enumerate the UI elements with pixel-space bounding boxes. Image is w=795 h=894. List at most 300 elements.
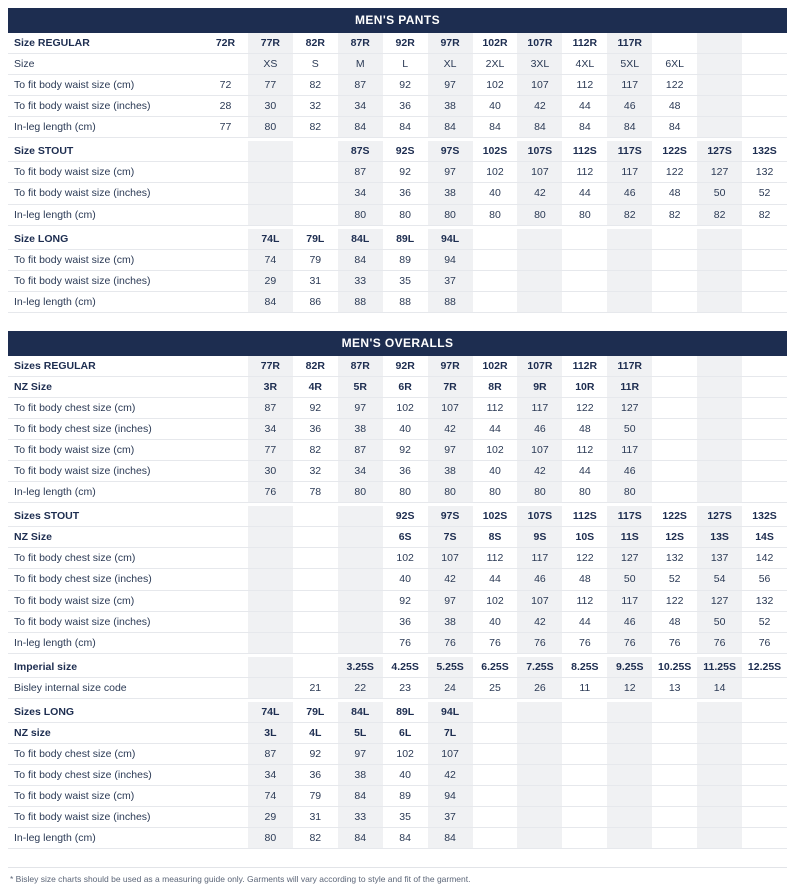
data-cell	[652, 828, 697, 849]
column-header-cell	[517, 702, 562, 723]
data-cell	[203, 743, 248, 764]
data-cell: 37	[428, 270, 473, 291]
data-cell: 12	[607, 677, 652, 698]
column-header-cell	[697, 229, 742, 250]
data-cell	[203, 440, 248, 461]
data-cell: 38	[338, 765, 383, 786]
data-cell: 87	[248, 397, 293, 418]
column-header-cell	[742, 229, 787, 250]
table-row	[8, 677, 787, 698]
data-cell: 2XL	[473, 54, 518, 75]
data-cell: 44	[562, 183, 607, 204]
data-cell	[562, 828, 607, 849]
column-header-cell	[293, 141, 338, 162]
column-header-cell: 127S	[697, 141, 742, 162]
data-cell: 35	[383, 270, 428, 291]
data-cell	[248, 569, 293, 590]
data-cell	[697, 807, 742, 828]
data-cell	[697, 54, 742, 75]
data-cell	[652, 765, 697, 786]
data-cell: 6XL	[652, 54, 697, 75]
data-cell: 84	[383, 828, 428, 849]
data-cell: 88	[383, 291, 428, 312]
data-cell: 34	[338, 183, 383, 204]
data-cell: 78	[293, 482, 338, 503]
data-cell: 86	[293, 291, 338, 312]
data-cell	[473, 722, 518, 743]
column-header-cell	[473, 229, 518, 250]
data-cell: 92	[383, 440, 428, 461]
data-cell: 5R	[338, 376, 383, 397]
data-cell: 46	[607, 461, 652, 482]
data-cell: 84	[338, 828, 383, 849]
data-cell: 102	[383, 548, 428, 569]
column-header-cell	[742, 33, 787, 54]
data-cell: 117	[607, 162, 652, 183]
data-cell: 76	[517, 632, 562, 653]
data-cell: 9R	[517, 376, 562, 397]
mens-overalls-block	[8, 331, 787, 849]
data-cell	[562, 743, 607, 764]
data-cell: 9S	[517, 527, 562, 548]
row-label: To fit body chest size (inches)	[8, 765, 203, 786]
data-cell: 107	[428, 397, 473, 418]
data-cell: 77	[248, 75, 293, 96]
row-label: In-leg length (cm)	[8, 632, 203, 653]
column-header-cell: 112R	[562, 356, 607, 377]
data-cell: 40	[473, 461, 518, 482]
row-label: NZ Size	[8, 527, 203, 548]
row-label: To fit body chest size (cm)	[8, 743, 203, 764]
data-cell	[338, 611, 383, 632]
data-cell: 80	[607, 482, 652, 503]
data-cell: 37	[428, 807, 473, 828]
data-cell: 82	[607, 204, 652, 225]
data-cell: XS	[248, 54, 293, 75]
data-cell: 40	[473, 183, 518, 204]
column-header-cell	[742, 356, 787, 377]
data-cell: 44	[473, 569, 518, 590]
column-header-cell: 7.25S	[517, 657, 562, 678]
data-cell: 117	[607, 590, 652, 611]
column-header-cell	[652, 229, 697, 250]
column-header-cell	[203, 141, 248, 162]
data-cell	[652, 482, 697, 503]
column-header-cell: 77R	[248, 33, 293, 54]
table-row	[8, 204, 787, 225]
column-header-cell: 5.25S	[428, 657, 473, 678]
mens-overalls-table	[8, 356, 787, 849]
table-row	[8, 527, 787, 548]
section-header-row	[8, 702, 787, 723]
data-cell: 87	[338, 440, 383, 461]
data-cell: 12S	[652, 527, 697, 548]
data-cell: 76	[428, 632, 473, 653]
data-cell	[203, 249, 248, 270]
data-cell	[697, 482, 742, 503]
data-cell: 36	[383, 183, 428, 204]
table-row	[8, 548, 787, 569]
data-cell: 82	[293, 828, 338, 849]
data-cell: 97	[338, 397, 383, 418]
data-cell	[562, 270, 607, 291]
data-cell	[203, 291, 248, 312]
column-header-cell: 87R	[338, 33, 383, 54]
data-cell: 40	[473, 611, 518, 632]
data-cell: 50	[607, 569, 652, 590]
data-cell	[607, 828, 652, 849]
column-header-cell: 84L	[338, 229, 383, 250]
data-cell: 34	[248, 765, 293, 786]
data-cell	[562, 249, 607, 270]
data-cell: 3XL	[517, 54, 562, 75]
column-header-cell	[293, 657, 338, 678]
data-cell: S	[293, 54, 338, 75]
column-header-cell: 122S	[652, 141, 697, 162]
column-header-cell: 117S	[607, 506, 652, 527]
data-cell: 89	[383, 249, 428, 270]
data-cell	[293, 611, 338, 632]
table-row	[8, 376, 787, 397]
column-header-cell: 102R	[473, 356, 518, 377]
column-header-cell	[652, 33, 697, 54]
table-row	[8, 786, 787, 807]
data-cell	[338, 590, 383, 611]
column-header-cell: 117R	[607, 356, 652, 377]
data-cell: 84	[338, 786, 383, 807]
data-cell: 102	[473, 75, 518, 96]
data-cell: 122	[652, 590, 697, 611]
data-cell: 10R	[562, 376, 607, 397]
data-cell	[697, 419, 742, 440]
data-cell: 36	[293, 765, 338, 786]
data-cell: 84	[428, 117, 473, 138]
data-cell	[697, 75, 742, 96]
data-cell	[742, 743, 787, 764]
data-cell	[607, 786, 652, 807]
data-cell: 82	[293, 440, 338, 461]
data-cell: 92	[293, 397, 338, 418]
data-cell: 11	[562, 677, 607, 698]
data-cell	[742, 419, 787, 440]
data-cell: 14S	[742, 527, 787, 548]
column-header-cell: 117S	[607, 141, 652, 162]
data-cell	[338, 632, 383, 653]
data-cell: 33	[338, 270, 383, 291]
data-cell	[652, 807, 697, 828]
column-header-cell: 92S	[383, 141, 428, 162]
column-header-cell: 92S	[383, 506, 428, 527]
data-cell: 76	[652, 632, 697, 653]
data-cell: 4L	[293, 722, 338, 743]
column-header-cell	[562, 229, 607, 250]
data-cell: 84	[473, 117, 518, 138]
data-cell: 50	[607, 419, 652, 440]
data-cell: 79	[293, 249, 338, 270]
data-cell	[203, 54, 248, 75]
data-cell: 80	[562, 482, 607, 503]
data-cell: 56	[742, 569, 787, 590]
data-cell	[562, 291, 607, 312]
data-cell	[517, 743, 562, 764]
data-cell	[652, 743, 697, 764]
data-cell	[248, 632, 293, 653]
data-cell: 34	[338, 96, 383, 117]
data-cell: 142	[742, 548, 787, 569]
row-label: To fit body waist size (cm)	[8, 75, 203, 96]
data-cell: 112	[562, 590, 607, 611]
table-row	[8, 482, 787, 503]
data-cell: 14	[697, 677, 742, 698]
data-cell: 79	[293, 786, 338, 807]
table-row	[8, 117, 787, 138]
data-cell	[697, 786, 742, 807]
row-label: To fit body waist size (inches)	[8, 270, 203, 291]
data-cell: 97	[428, 75, 473, 96]
data-cell	[517, 291, 562, 312]
data-cell: 31	[293, 807, 338, 828]
data-cell: 11R	[607, 376, 652, 397]
column-header-cell: 87R	[338, 356, 383, 377]
data-cell: 34	[338, 461, 383, 482]
data-cell: 50	[697, 183, 742, 204]
data-cell: 52	[742, 183, 787, 204]
row-label: To fit body chest size (cm)	[8, 548, 203, 569]
data-cell: 77	[203, 117, 248, 138]
data-cell	[742, 376, 787, 397]
data-cell: 84	[338, 117, 383, 138]
data-cell: 48	[652, 611, 697, 632]
data-cell: 80	[473, 482, 518, 503]
data-cell: 122	[652, 75, 697, 96]
data-cell	[742, 75, 787, 96]
data-cell: 46	[517, 419, 562, 440]
data-cell: 42	[517, 611, 562, 632]
data-cell: 84	[652, 117, 697, 138]
data-cell	[517, 249, 562, 270]
data-cell	[742, 677, 787, 698]
data-cell	[203, 397, 248, 418]
row-label: In-leg length (cm)	[8, 117, 203, 138]
table-row	[8, 807, 787, 828]
mens-pants-title: MEN'S PANTS	[8, 8, 787, 33]
data-cell: 52	[652, 569, 697, 590]
data-cell: 38	[428, 96, 473, 117]
data-cell: 48	[562, 419, 607, 440]
row-label: To fit body waist size (inches)	[8, 461, 203, 482]
data-cell: 92	[383, 162, 428, 183]
section-header-row	[8, 229, 787, 250]
column-header-cell	[652, 356, 697, 377]
data-cell	[517, 765, 562, 786]
table-row	[8, 440, 787, 461]
data-cell	[652, 249, 697, 270]
data-cell	[697, 291, 742, 312]
data-cell: 72	[203, 75, 248, 96]
table-row	[8, 632, 787, 653]
data-cell: 76	[697, 632, 742, 653]
row-label: To fit body waist size (cm)	[8, 249, 203, 270]
data-cell	[203, 204, 248, 225]
column-header-cell: 72R	[203, 33, 248, 54]
column-header-cell: 82R	[293, 356, 338, 377]
data-cell: 80	[473, 204, 518, 225]
data-cell	[338, 548, 383, 569]
data-cell: 26	[517, 677, 562, 698]
data-cell: 44	[562, 611, 607, 632]
column-header-cell	[248, 657, 293, 678]
data-cell: 84	[428, 828, 473, 849]
data-cell	[652, 376, 697, 397]
data-cell	[517, 786, 562, 807]
data-cell	[562, 807, 607, 828]
row-label: To fit body waist size (cm)	[8, 440, 203, 461]
data-cell: 42	[428, 419, 473, 440]
data-cell: 46	[607, 183, 652, 204]
data-cell: 97	[428, 590, 473, 611]
data-cell: 6L	[383, 722, 428, 743]
column-header-cell: 94L	[428, 229, 473, 250]
data-cell: 40	[383, 569, 428, 590]
data-cell: 13S	[697, 527, 742, 548]
data-cell	[652, 440, 697, 461]
data-cell: 82	[742, 204, 787, 225]
column-header-cell: 84L	[338, 702, 383, 723]
data-cell: 102	[473, 162, 518, 183]
data-cell	[203, 765, 248, 786]
data-cell: 6S	[383, 527, 428, 548]
column-header-cell: 8.25S	[562, 657, 607, 678]
data-cell: 117	[607, 440, 652, 461]
column-header-cell: 11.25S	[697, 657, 742, 678]
row-label: To fit body chest size (inches)	[8, 419, 203, 440]
column-header-cell	[473, 702, 518, 723]
data-cell	[248, 162, 293, 183]
data-cell	[293, 527, 338, 548]
column-header-cell	[607, 229, 652, 250]
section-header-row	[8, 657, 787, 678]
row-label: Bisley internal size code	[8, 677, 203, 698]
data-cell: 38	[428, 183, 473, 204]
data-cell: 122	[652, 162, 697, 183]
column-header-cell: 102S	[473, 141, 518, 162]
data-cell: 82	[293, 117, 338, 138]
data-cell: 102	[383, 743, 428, 764]
footnote: * Bisley size charts should be used as a measuring guide only. Garments will vary according to style and fit of the garment.	[8, 867, 787, 894]
data-cell: 8R	[473, 376, 518, 397]
section-header-label: Sizes LONG	[8, 702, 203, 723]
data-cell: 5L	[338, 722, 383, 743]
data-cell: 77	[248, 440, 293, 461]
data-cell: 107	[517, 75, 562, 96]
data-cell: 112	[562, 75, 607, 96]
row-label: Size	[8, 54, 203, 75]
data-cell	[742, 722, 787, 743]
data-cell: 122	[562, 397, 607, 418]
data-cell	[248, 548, 293, 569]
column-header-cell: 4.25S	[383, 657, 428, 678]
data-cell	[517, 807, 562, 828]
data-cell: 42	[517, 183, 562, 204]
data-cell	[742, 117, 787, 138]
data-cell: 112	[473, 397, 518, 418]
column-header-cell: 97S	[428, 141, 473, 162]
data-cell: 32	[293, 96, 338, 117]
row-label: To fit body waist size (inches)	[8, 807, 203, 828]
data-cell: 6R	[383, 376, 428, 397]
data-cell	[203, 807, 248, 828]
data-cell	[203, 461, 248, 482]
data-cell	[742, 397, 787, 418]
data-cell	[248, 611, 293, 632]
row-label: In-leg length (cm)	[8, 291, 203, 312]
data-cell	[697, 722, 742, 743]
data-cell: 80	[562, 204, 607, 225]
data-cell	[517, 828, 562, 849]
data-cell: 40	[383, 765, 428, 786]
data-cell	[742, 291, 787, 312]
column-header-cell: 89L	[383, 702, 428, 723]
data-cell: 7S	[428, 527, 473, 548]
row-label: NZ size	[8, 722, 203, 743]
data-cell	[293, 162, 338, 183]
data-cell: 84	[517, 117, 562, 138]
section-header-row	[8, 506, 787, 527]
data-cell: 80	[517, 482, 562, 503]
data-cell	[742, 828, 787, 849]
table-row	[8, 249, 787, 270]
column-header-cell: 92R	[383, 356, 428, 377]
column-header-cell: 102S	[473, 506, 518, 527]
data-cell	[607, 743, 652, 764]
data-cell: 4XL	[562, 54, 607, 75]
column-header-cell	[652, 702, 697, 723]
data-cell: 52	[742, 611, 787, 632]
data-cell: 40	[473, 96, 518, 117]
data-cell: 44	[473, 419, 518, 440]
column-header-cell: 87S	[338, 141, 383, 162]
data-cell: 76	[383, 632, 428, 653]
data-cell: 112	[562, 440, 607, 461]
data-cell: 50	[697, 611, 742, 632]
column-header-cell	[203, 657, 248, 678]
section-header-label: Size LONG	[8, 229, 203, 250]
data-cell: 127	[697, 162, 742, 183]
data-cell: 87	[338, 75, 383, 96]
column-header-cell: 3.25S	[338, 657, 383, 678]
data-cell	[248, 677, 293, 698]
data-cell: 82	[293, 75, 338, 96]
data-cell: 80	[428, 482, 473, 503]
data-cell	[203, 569, 248, 590]
data-cell	[293, 548, 338, 569]
row-label: To fit body waist size (cm)	[8, 786, 203, 807]
column-header-cell: 92R	[383, 33, 428, 54]
data-cell	[652, 270, 697, 291]
column-header-cell: 107S	[517, 141, 562, 162]
data-cell: 76	[607, 632, 652, 653]
data-cell: 117	[517, 397, 562, 418]
data-cell: 94	[428, 786, 473, 807]
table-row	[8, 75, 787, 96]
data-cell	[203, 828, 248, 849]
data-cell: 32	[293, 461, 338, 482]
data-cell: 38	[338, 419, 383, 440]
row-label: To fit body waist size (inches)	[8, 96, 203, 117]
data-cell: 42	[517, 96, 562, 117]
data-cell	[517, 270, 562, 291]
data-cell	[203, 677, 248, 698]
